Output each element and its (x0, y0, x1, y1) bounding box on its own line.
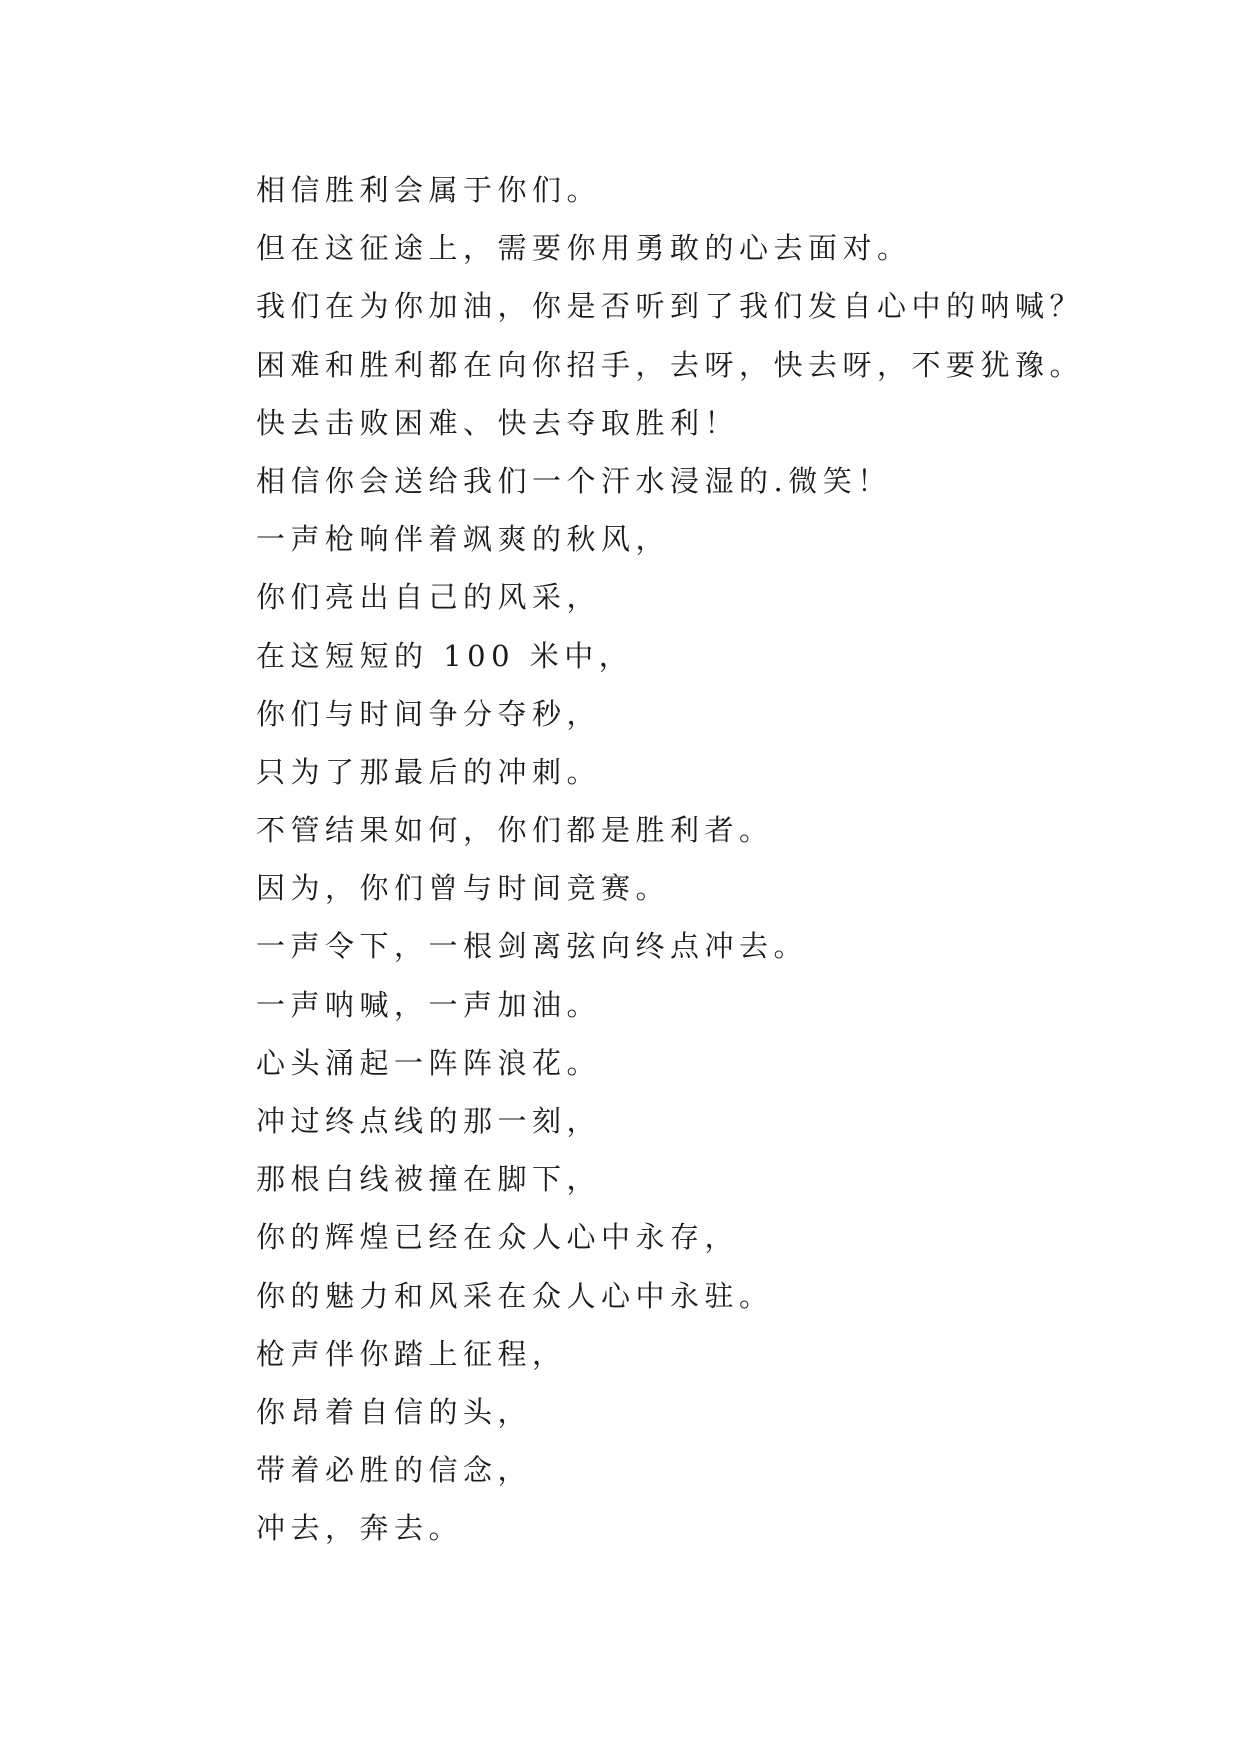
text-line: 困难和胜利都在向你招手，去呀，快去呀，不要犹豫。 (256, 347, 1085, 382)
poem-text (256, 161, 1156, 1558)
text-line: 因为，你们曾与时间竞赛。 (256, 871, 671, 906)
text-line: 快去击败困难、快去夺取胜利！ (256, 405, 740, 440)
text-line: 你昂着自信的头， (256, 1394, 533, 1429)
text-line: 你们亮出自己的风采， (256, 580, 602, 615)
text-line: 不管结果如何，你们都是胜利者。 (256, 813, 774, 848)
text-line: 你们与时间争分夺秒， (256, 696, 602, 731)
text-line: 一声令下，一根剑离弦向终点冲去。 (256, 929, 809, 964)
text-line: 带着必胜的信念， (256, 1453, 533, 1488)
text-line: 一声呐喊，一声加油。 (256, 987, 602, 1022)
text-line: 心头涌起一阵阵浪花。 (256, 1045, 602, 1080)
text-line: 在这短短的 100 米中， (256, 638, 634, 673)
text-line: 相信你会送给我们一个汗水浸湿的.微笑！ (256, 463, 892, 498)
text-line: 那根白线被撞在脚下， (256, 1162, 602, 1197)
text-line: 只为了那最后的冲刺。 (256, 754, 602, 789)
text-line: 冲去，奔去。 (256, 1511, 464, 1546)
text-line: 枪声伴你踏上征程， (256, 1336, 567, 1371)
text-line: 你的魅力和风采在众人心中永驻。 (256, 1278, 774, 1313)
text-line: 我们在为你加油，你是否听到了我们发自心中的呐喊？ (256, 289, 1085, 324)
text-line: 但在这征途上，需要你用勇敢的心去面对。 (256, 231, 912, 266)
text-line: 你的辉煌已经在众人心中永存， (256, 1220, 740, 1255)
text-line: 相信胜利会属于你们。 (256, 173, 602, 207)
text-line: 冲过终点线的那一刻， (256, 1104, 602, 1138)
text-line: 一声枪响伴着飒爽的秋风， (256, 522, 671, 557)
